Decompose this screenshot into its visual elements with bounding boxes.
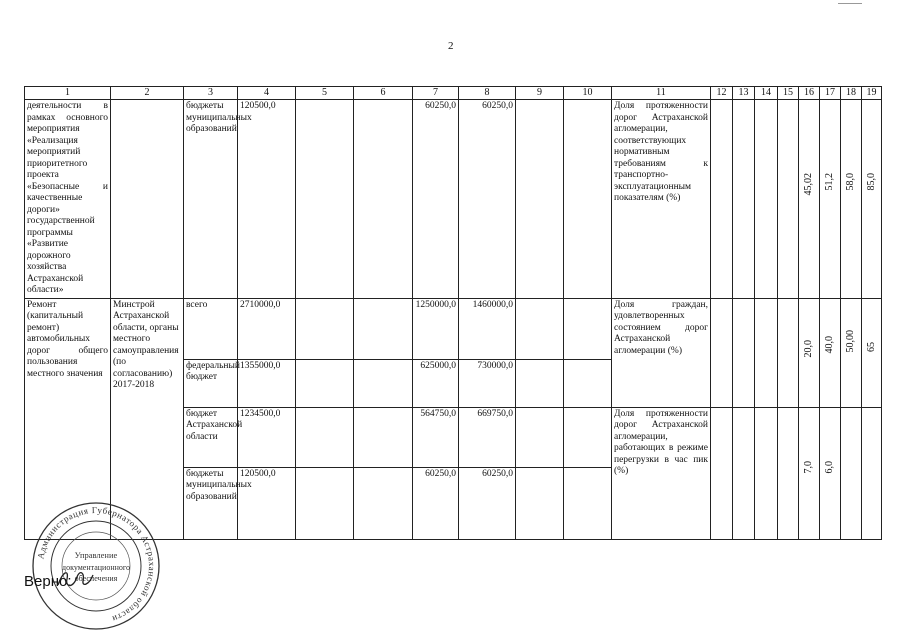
funding-source: федеральный бюджет [184, 359, 238, 407]
indicator-value-18-text: 50,00 [845, 329, 856, 352]
indicator-value-18 [841, 100, 862, 299]
indicator-value-19-text: 85,0 [865, 173, 877, 191]
cell-empty-5 [296, 359, 354, 407]
column-number-row [25, 87, 882, 100]
indicator-value-17 [820, 100, 841, 299]
amount-year-1: 60250,0 [413, 467, 459, 539]
funding-source: бюджеты муниципальных образований [184, 100, 238, 299]
funding-source: всего [184, 298, 238, 359]
col-header-17: 17 [820, 87, 841, 100]
col-header-13: 13 [733, 87, 755, 100]
cell-empty-9 [516, 100, 564, 299]
indicator-value-19 [862, 100, 882, 299]
certification-label: Верно: [24, 573, 72, 590]
cell-executor-empty [111, 100, 184, 299]
col-header-9: 9 [516, 87, 564, 100]
handwritten-signature [55, 565, 95, 593]
col-header-14: 14 [755, 87, 778, 100]
cell-empty-13 [733, 100, 755, 299]
col-header-16: 16 [799, 87, 820, 100]
indicator-value-18 [841, 298, 862, 407]
col-header-10: 10 [564, 87, 612, 100]
cell-empty-9 [516, 359, 564, 407]
indicator-value-16-text: 7,0 [803, 460, 814, 473]
official-stamp [30, 500, 162, 632]
amount-year-1: 1250000,0 [413, 298, 459, 359]
col-header-12: 12 [711, 87, 733, 100]
cell-empty-10 [564, 407, 612, 467]
col-header-2: 2 [111, 87, 184, 100]
col-header-19: 19 [862, 87, 882, 100]
indicator-value-16 [799, 298, 820, 407]
cell-empty-9 [516, 298, 564, 359]
cell-empty-5 [296, 298, 354, 359]
amount-year-1: 60250,0 [413, 100, 459, 299]
indicator-name: Доля граждан, удовлетворенных состоянием дорог Астраханской агломерации (%) [612, 298, 711, 407]
cell-empty-18 [841, 407, 862, 539]
funding-source: бюджет Астраханской области [184, 407, 238, 467]
cell-empty-19 [862, 407, 882, 539]
cell-empty-9 [516, 407, 564, 467]
indicator-value-19-text: 65 [865, 341, 877, 352]
cell-empty-12 [711, 407, 733, 539]
amount-year-2: 60250,0 [459, 467, 516, 539]
col-header-6: 6 [354, 87, 413, 100]
cell-empty-6 [354, 298, 413, 359]
stamp-inner-line-2: документационного [62, 563, 130, 572]
col-header-1: 1 [25, 87, 111, 100]
stamp-inner-line-1: Управление [74, 550, 118, 560]
cell-empty-6 [354, 359, 413, 407]
amount-year-2: 60250,0 [459, 100, 516, 299]
col-header-18: 18 [841, 87, 862, 100]
col-header-11: 11 [612, 87, 711, 100]
col-header-5: 5 [296, 87, 354, 100]
indicator-name: Доля протяженности дорог Астраханской агломерации, работающих в режиме перегрузки в час пик (%) [612, 407, 711, 539]
amount-total: 1355000,0 [238, 359, 296, 407]
cell-empty-14 [755, 298, 778, 407]
amount-year-1: 564750,0 [413, 407, 459, 467]
cell-empty-12 [711, 298, 733, 407]
cell-empty-5 [296, 100, 354, 299]
indicator-value-17-text: 51,2 [824, 173, 835, 191]
activity-description: Ремонт (капитальный ремонт) автомобильных дорог общего пользования местного значения [25, 298, 111, 539]
col-header-4: 4 [238, 87, 296, 100]
cell-empty-15 [778, 100, 799, 299]
cell-empty-6 [354, 407, 413, 467]
col-header-8: 8 [459, 87, 516, 100]
indicator-name: Доля протяженности дорог Астраханской агломерации, соответствующих нормативным требованиям к транспортно-эксплуатационным показателям (%) [612, 100, 711, 299]
cell-empty-13 [733, 298, 755, 407]
funding-source: бюджеты муниципальных образований [184, 467, 238, 539]
indicator-value-16 [799, 100, 820, 299]
amount-year-2: 730000,0 [459, 359, 516, 407]
col-header-7: 7 [413, 87, 459, 100]
indicator-value-16-text: 20,0 [803, 339, 814, 357]
amount-total: 120500,0 [238, 100, 296, 299]
indicator-value-17 [820, 407, 841, 539]
cell-empty-10 [564, 298, 612, 359]
cell-empty-5 [296, 467, 354, 539]
stamp-inner-line-3: обеспечения [74, 574, 118, 583]
indicator-value-16-text: 45,02 [803, 173, 814, 196]
activity-description: деятельности в рамках основного мероприятия «Реализация мероприятий приоритетного проекта «Безопасные и качественные дороги» государственной программы «Развитие дорожного хозяйства Астраханской области» [25, 100, 111, 299]
page-number: 2 [448, 40, 454, 52]
amount-year-2: 1460000,0 [459, 298, 516, 359]
indicator-value-16 [799, 407, 820, 539]
indicator-value-17 [820, 298, 841, 407]
col-header-15: 15 [778, 87, 799, 100]
cell-empty-14 [755, 407, 778, 539]
cell-empty-15 [778, 407, 799, 539]
cell-empty-9 [516, 467, 564, 539]
stamp-outer-text: Администрация Губернатора Астраханской области [35, 504, 158, 625]
indicator-value-17-text: 6,0 [824, 460, 835, 473]
amount-year-1: 625000,0 [413, 359, 459, 407]
indicator-value-18-text: 58,0 [845, 173, 856, 191]
cell-empty-15 [778, 298, 799, 407]
cell-empty-6 [354, 467, 413, 539]
indicator-value-19 [862, 298, 882, 407]
cell-empty-10 [564, 467, 612, 539]
cell-empty-10 [564, 359, 612, 407]
table-row [25, 298, 882, 359]
cell-empty-14 [755, 100, 778, 299]
cell-empty-10 [564, 100, 612, 299]
amount-total: 120500,0 [238, 467, 296, 539]
cell-empty-13 [733, 407, 755, 539]
col-header-3: 3 [184, 87, 238, 100]
amount-year-2: 669750,0 [459, 407, 516, 467]
table-row [25, 100, 882, 299]
indicator-value-17-text: 40,0 [824, 335, 835, 353]
cell-empty-5 [296, 407, 354, 467]
amount-total: 2710000,0 [238, 298, 296, 359]
cell-empty-12 [711, 100, 733, 299]
executor: Минстрой Астраханской области, органы местного самоуправления (по согласованию) 2017-2018 [111, 298, 184, 539]
amount-total: 1234500,0 [238, 407, 296, 467]
program-table [24, 86, 882, 540]
cell-empty-6 [354, 100, 413, 299]
top-edge-mark [838, 3, 862, 4]
